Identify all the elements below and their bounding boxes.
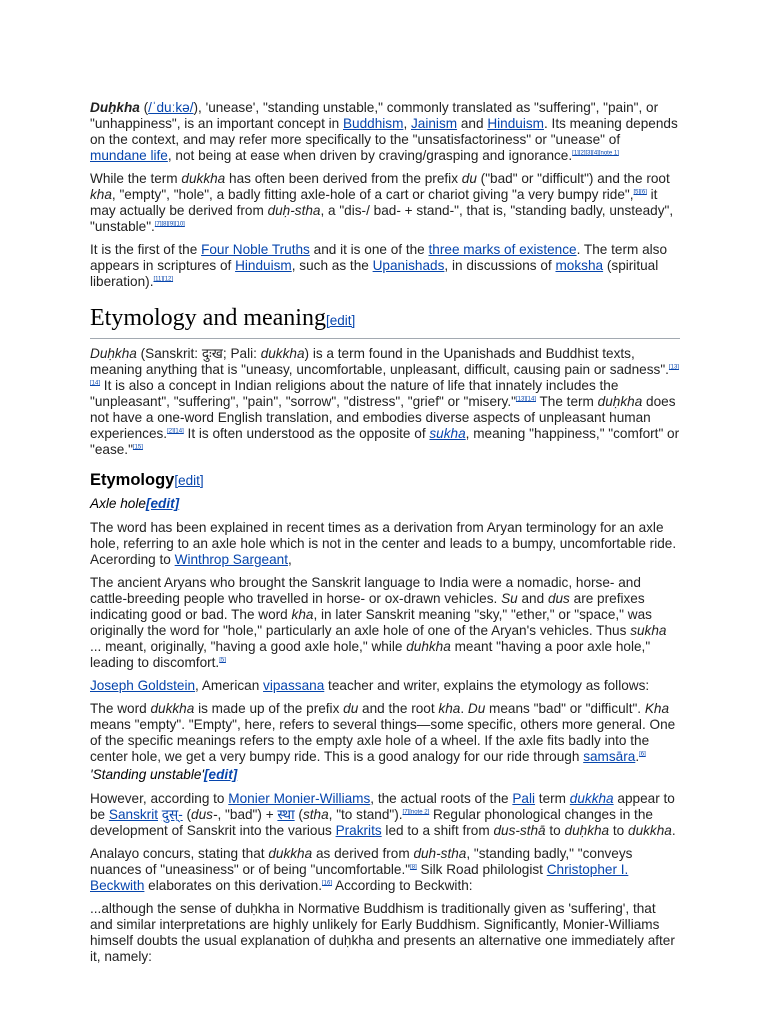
link-sukha[interactable]: sukha — [429, 426, 466, 441]
link-winthrop-sargeant[interactable]: Winthrop Sargeant — [174, 552, 288, 567]
edit-link[interactable]: [edit] — [174, 473, 204, 488]
link-upanishads[interactable]: Upanishads — [372, 258, 445, 273]
intro-paragraph-3: It is the first of the Four Noble Truths and it is one of the three marks of existence. The term also appears in scriptures of Hinduism, such as the Upanishads, in discussions of moksha (spiritual liberation).[11][12] — [90, 242, 668, 289]
link-prakrits[interactable]: Prakrits — [335, 823, 382, 838]
edit-link[interactable]: [edit] — [204, 767, 238, 782]
citation-link[interactable]: [5][6] — [633, 189, 647, 196]
citation-link[interactable]: [7][note 2] — [402, 809, 430, 816]
link-hinduism[interactable]: Hinduism — [487, 116, 544, 131]
section2-paragraph-6: Analayo concurs, stating that dukkha as derived from duh-stha, "standing badly," "conveys nuances of "uneasiness" or of being "uncomfortable."[8] Silk Road philologist Christopher I. Beckwith elaborates on this derivation.[16] According to Beckwith: — [90, 846, 633, 893]
link-four-noble-truths[interactable]: Four Noble Truths — [201, 242, 310, 257]
link-joseph-goldstein[interactable]: Joseph Goldstein — [90, 678, 196, 693]
link-three-marks[interactable]: three marks of existence — [428, 242, 577, 257]
term-duhkha: Duḥkha — [90, 100, 140, 115]
intro-paragraph-1: Duḥkha (/ˈduːkə/), 'unease', "standing unstable," commonly translated as "suffering", "pain", or "unhappiness", is an important concept in Buddhism, Jainism and Hinduism. Its meaning depends on the context, and may refer more specifically to the "unsatisfactoriness" or "unease" of mundane life, not being at ease when driven by craving/grasping and ignorance.[1][2][3][4][note 1] — [90, 100, 678, 163]
link-dukkha[interactable]: dukkha — [569, 791, 614, 806]
subheading-standing-unstable: 'Standing unstable'[edit] — [90, 767, 238, 782]
subheading-axle-hole: Axle hole[edit] — [90, 496, 180, 511]
blockquote-goldstein: The word dukkha is made up of the prefix du and the root kha. Du means "bad" or "difficult". Kha means "empty". "Empty", here, refers to several things—some specific, others more general. One of the specific meanings refers to the empty axle hole of a wheel. If the axle fits badly into the center hole, we get a very bumpy ride. This is a good analogy for our ride through samsāra.[6] — [90, 701, 676, 764]
link-buddhism[interactable]: Buddhism — [342, 116, 404, 131]
section2-paragraph-3: Joseph Goldstein, American vipassana teacher and writer, explains the etymology as follows: — [90, 678, 650, 693]
section1-paragraph-1: Duḥkha (Sanskrit: दुःख; Pali: dukkha) is a term found in the Upanishads and Buddhist texts, meaning anything that is "uneasy, uncomfortable, unpleasant, difficult, causing pain or sadness".[13][14] It is also a concept in Indian religions about the nature of life that innately includes the "unpleasant", "suffering", "pain", "sorrow", "distress", "grief" or "misery."[13][14] The term duḥkha does not have a one-word English translation, and embodies diverse aspects of unpleasant human experiences.[2][14] It is often understood as the opposite of sukha, meaning "happiness," "comfort" or "ease."[15] — [90, 346, 680, 457]
link-dus[interactable]: दुस्- — [161, 807, 183, 822]
citation-link[interactable]: [16] — [322, 880, 333, 887]
blockquote-beckwith: ...although the sense of duḥkha in Normative Buddhism is traditionally given as 'suffering', that and similar interpretations are highly unlikely for Early Buddhism. Significantly, Monier-Williams himself doubts the usual explanation of duḥkha and presents an alternative one immediately after it, namely: — [90, 901, 675, 964]
ipa-link[interactable]: /ˈduːkə/ — [148, 100, 194, 115]
section2-paragraph-1: The word has been explained in recent times as a derivation from Aryan terminology for an axle hole, referring to an axle hole which is not in the center and leads to a bumpy, uncomfortable ride. Acerording to Winthrop Sargeant, — [90, 520, 677, 567]
citation-link[interactable]: [6] — [639, 751, 646, 758]
link-moksha[interactable]: moksha — [555, 258, 604, 273]
citation-link[interactable]: [5] — [219, 657, 226, 664]
intro-paragraph-2: While the term dukkha has often been derived from the prefix du ("bad" or "difficult") and the root kha, "empty", "hole", a badly fitting axle-hole of a cart or chariot giving "a very bumpy ride",[5][6] it may actually be derived from duḥ-stha, a "dis-/ bad- + stand-", that is, "standing badly, unsteady", "unstable".[7][8][9][10] — [90, 171, 674, 234]
link-mundane-life[interactable]: mundane life — [90, 148, 168, 163]
link-vipassana[interactable]: vipassana — [263, 678, 325, 693]
link-samsara[interactable]: samsāra — [583, 749, 636, 764]
link-monier-williams[interactable]: Monier Monier-Williams — [228, 791, 371, 806]
link-sanskrit[interactable]: Sanskrit — [108, 807, 159, 822]
citation-link[interactable]: [11][12] — [153, 276, 174, 283]
citation-link[interactable]: [13][14] — [515, 396, 536, 403]
link-jainism[interactable]: Jainism — [411, 116, 458, 131]
citation-link[interactable]: [7][8][9][10] — [154, 221, 185, 228]
edit-link[interactable]: [edit] — [145, 496, 180, 511]
citation-link[interactable]: [1][2][3][4][note 1] — [572, 150, 619, 157]
citation-link[interactable]: [2][14] — [167, 428, 184, 435]
citation-link[interactable]: [13][14] — [90, 364, 679, 387]
edit-link[interactable]: [edit] — [325, 313, 356, 328]
link-pali[interactable]: Pali — [512, 791, 536, 806]
link-christopher-beckwith[interactable]: Christopher I. Beckwith — [90, 862, 629, 893]
citation-link[interactable]: [8] — [410, 864, 417, 871]
link-hinduism[interactable]: Hinduism — [235, 258, 292, 273]
section-heading-etymology-and-meaning: Etymology and meaning[edit] — [90, 304, 680, 339]
link-stha[interactable]: स्था — [277, 807, 295, 822]
section-heading-etymology: Etymology[edit] — [90, 471, 204, 489]
section2-paragraph-2: The ancient Aryans who brought the Sanskrit language to India were a nomadic, horse- and cattle-breeding people who travelled in horse- or ox-drawn vehicles. Su and dus are prefixes indicating good or bad. The word kha, in later Sanskrit meaning "sky," "ether," or "space," was originally the word for "hole," particularly an axle hole of one of the Aryan's vehicles. Thus sukha ... meant, originally, "having a good axle hole," while duhkha meant "having a poor axle hole," leading to discomfort.[5] — [90, 575, 667, 670]
citation-link[interactable]: [15] — [132, 444, 143, 451]
article-body — [90, 100, 680, 972]
section2-paragraph-5: However, according to Monier Monier-Williams, the actual roots of the Pali term dukkha appear to be Sanskrit दुस्- (dus-, "bad") + स्था (stha, "to stand").[7][note 2] Regular phonological changes in the development of Sanskrit into the various Prakrits led to a shift from dus-sthā to duḥkha to dukkha. — [90, 791, 676, 838]
